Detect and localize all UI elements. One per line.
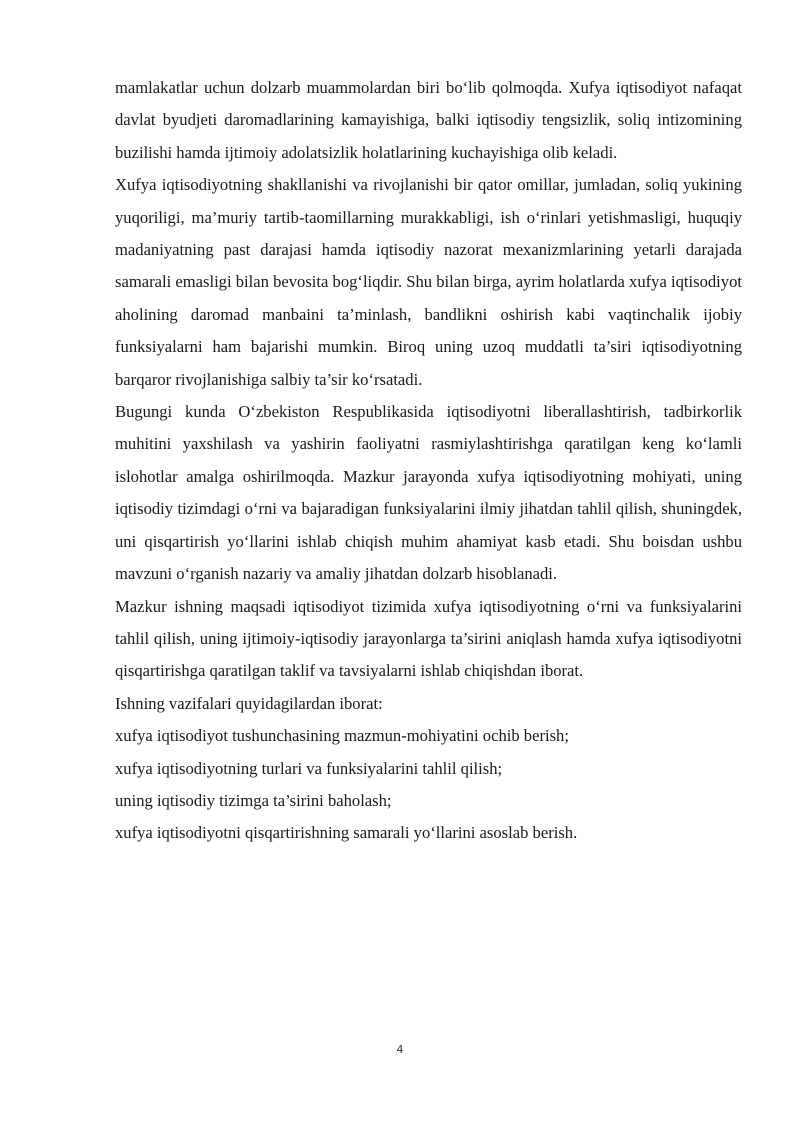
page-body xyxy=(115,72,742,850)
paragraph-factors: Xufya iqtisodiyotning shakllanishi va rivojlanishi bir qator omillar, jumladan, soliq yukining yuqoriligi, ma’muriy tartib-taomillarning murakkabligi, ish o‘rinlari yetishmasligi, huquqiy madaniyatning past darajasi hamda iqtisodiy nazorat mexanizmlarining yetarli darajada samarali emasligi bilan bevosita bog‘liqdir. Shu bilan birga, ayrim holatlarda xufya iqtisodiyot aholining daromad manbaini ta’minlash, bandlikni oshirish kabi vaqtinchalik ijobiy funksiyalarni ham bajarishi mumkin. Biroq uning uzoq muddatli ta’siri iqtisodiyotning barqaror rivojlanishiga salbiy ta’sir ko‘rsatadi. xyxy=(115,175,742,389)
paragraph-uzbekistan-reforms: Bugungi kunda O‘zbekiston Respublikasida iqtisodiyotni liberallashtirish, tadbirkorlik muhitini yaxshilash va yashirin faoliyatni rasmiylashtirishga qaratilgan keng ko‘lamli islohotlar amalga oshirilmoqda. Mazkur jarayonda xufya iqtisodiyotning mohiyati, uning iqtisodiy tizimdagi o‘rni va bajaradigan funksiyalarini ilmiy jihatdan tahlil qilish, shuningdek, uni qisqartirish yo‘llarini ishlab chiqish muhim ahamiyat kasb etadi. Shu boisdan ushbu mavzuni o‘rganish nazariy va amaliy jihatdan dolzarb hisoblanadi. xyxy=(115,402,742,584)
page-number: 4 xyxy=(396,1043,404,1056)
task-item: xufya iqtisodiyot tushunchasining mazmun-mohiyatini ochib berish; xyxy=(115,726,569,746)
task-item: xufya iqtisodiyotni qisqartirishning samarali yo‘llarini asoslab berish. xyxy=(115,823,578,843)
task-item: uning iqtisodiy tizimga ta’sirini baholash; xyxy=(115,790,392,810)
paragraph-work-goal: Mazkur ishning maqsadi iqtisodiyot tizimida xufya iqtisodiyotning o‘rni va funksiyalarini tahlil qilish, uning ijtimoiy-iqtisodiy jarayonlarga ta’sirini aniqlash hamda xufya iqtisodiyotni qisqartirishga qaratilgan taklif va tavsiyalarni ishlab chiqishdan iborat. xyxy=(115,596,742,681)
task-item: xufya iqtisodiyotning turlari va funksiyalarini tahlil qilish; xyxy=(115,758,503,778)
tasks-heading: Ishning vazifalari quyidagilardan iborat: xyxy=(115,693,383,713)
paragraph-intro-continued: mamlakatlar uchun dolzarb muammolardan biri bo‘lib qolmoqda. Xufya iqtisodiyot nafaqat davlat byudjeti daromadlarining kamayishiga, balki iqtisodiy tengsizlik, soliq intizomining buzilishi hamda ijtimoiy adolatsizlik holatlarining kuchayishiga olib keladi. xyxy=(115,78,742,162)
